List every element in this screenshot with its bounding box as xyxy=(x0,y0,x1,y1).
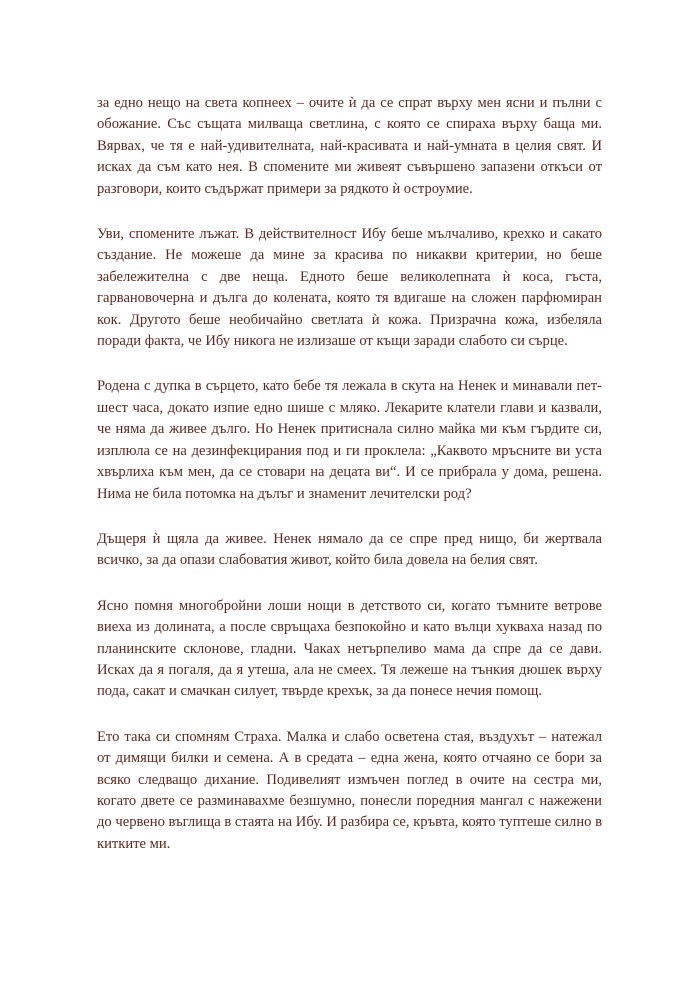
paragraph-4: Дъщеря ѝ щяла да живее. Ненек нямало да се спре пред нищо, би жертвала всичко, за да опази слабоватия живот, който била довела на белия свят. xyxy=(97,530,602,569)
paragraph-2: Уви, спомените лъжат. В действителност Ибу беше мълчаливо, крехко и сакато създание. Не можеше да мине за красива по никакви критерии, но беше забележителна с две неща. Едното беше великолепната ѝ коса, гъста, гарвановочерна и дълга до колената, която тя вдигаше на сложен парфюмиран кок. Другото беше необичайно светлата ѝ кожа. Призрачна кожа, избеляла поради факта, че Ибу никога не излизаше от къщи заради слабото си сърце. xyxy=(97,226,602,350)
paragraph-1: за едно нещо на света копнеех – очите ѝ да се спрат върху мен ясни и пълни с обожание. Със същата милваща светлина, с която се спираха върху баща ми. Вярвах, че тя е най-удивителната, най-красивата и най-умната в целия свят. И исках да съм като нея. В спомените ми живеят съвършено запазени откъси от разговори, които съдържат примери за рядкото ѝ остроумие. xyxy=(97,95,602,197)
paragraph-3: Родена с дупка в сърцето, като бебе тя лежала в скута на Ненек и минавали пет-шест часа, докато изпие едно шише с мляко. Лекарите клатели глави и казвали, че няма да живее дълго. Но Ненек притиснала силно майка ми към гърдите си, изплюла се на дезинфекцирания под и ги проклела: „Каквото мръсните ви уста хвърлиха към мен, да се стовари на децата ви“. И се прибрала у дома, решена. Нима не била потомка на дълъг и знаменит лечителски род? xyxy=(97,378,602,502)
paragraph-6: Ето така си спомням Страха. Малка и слабо осветена стая, въздухът – натежал от димящи билки и семена. А в средата – една жена, която отчаяно се бори за всяко следващо дихание. Подивелият измъчен поглед в очите на сестра ми, когато двете се разминавахме безшумно, понесли поредния мангал с нажежени до червено въглища в стаята на Ибу. И разбира се, кръвта, която туптеше силно в китките ми. xyxy=(97,728,602,852)
text-column xyxy=(97,93,602,879)
paragraph-5: Ясно помня многобройни лоши нощи в детството си, когато тъмните ветрове виеха из долината, а после свръщаха безпокойно и като вълци хукваха назад по планинските склонове, гладни. Чаках нетърпеливо мама да спре да се дави. Исках да я погаля, да я утеша, ала не смеех. Тя лежеше на тънкия дюшек върху пода, сакат и смачкан силует, твърде крехък, за да понесе нечия помощ. xyxy=(97,597,602,700)
